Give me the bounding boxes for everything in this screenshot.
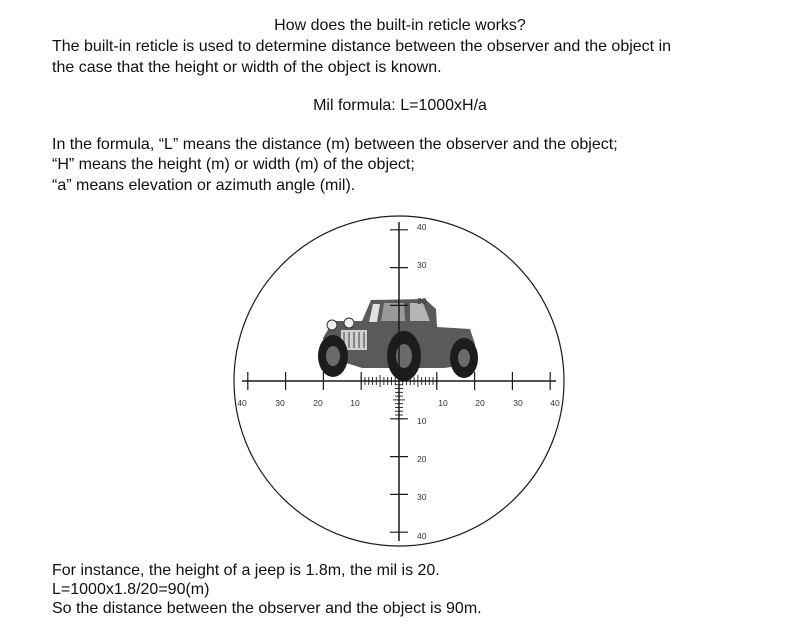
label-left-40: 40 [237,398,247,408]
intro-line-2: the case that the height or width of the object is known. [52,59,442,76]
vertical-labels-up [417,222,427,306]
definition-h: “H” means the height (m) or width (m) of the object; [52,156,415,173]
horizontal-labels-left [237,398,360,408]
label-down-30: 30 [417,492,427,502]
label-up-20: 20 [417,296,427,306]
example-line-3: So the distance between the observer and the object is 90m. [52,600,482,617]
label-left-10: 10 [350,398,360,408]
definition-l: In the formula, “L” means the distance (m) between the observer and the object; [52,136,618,153]
label-down-20: 20 [417,454,427,464]
vertical-labels-down [417,416,427,541]
jeep-icon [318,299,478,381]
label-right-40: 40 [550,398,560,408]
example-line-2: L=1000x1.8/20=90(m) [52,581,210,598]
label-down-40: 40 [417,531,427,541]
example-line-1: For instance, the height of a jeep is 1.8m, the mil is 20. [52,562,440,579]
label-up-30: 30 [417,260,427,270]
label-left-20: 20 [313,398,323,408]
label-right-10: 10 [438,398,448,408]
definition-a: “a” means elevation or azimuth angle (mil). [52,177,356,194]
label-down-10: 10 [417,416,427,426]
heading: How does the built-in reticle works? [274,17,526,34]
label-right-30: 30 [513,398,523,408]
reticle-lines [242,222,556,541]
label-right-20: 20 [475,398,485,408]
mil-formula: Mil formula: L=1000xH/a [313,97,487,114]
label-up-40: 40 [417,222,427,232]
intro-line-1: The built-in reticle is used to determine distance between the observer and the object in [52,38,672,55]
label-left-30: 30 [275,398,285,408]
horizontal-labels-right [438,398,560,408]
